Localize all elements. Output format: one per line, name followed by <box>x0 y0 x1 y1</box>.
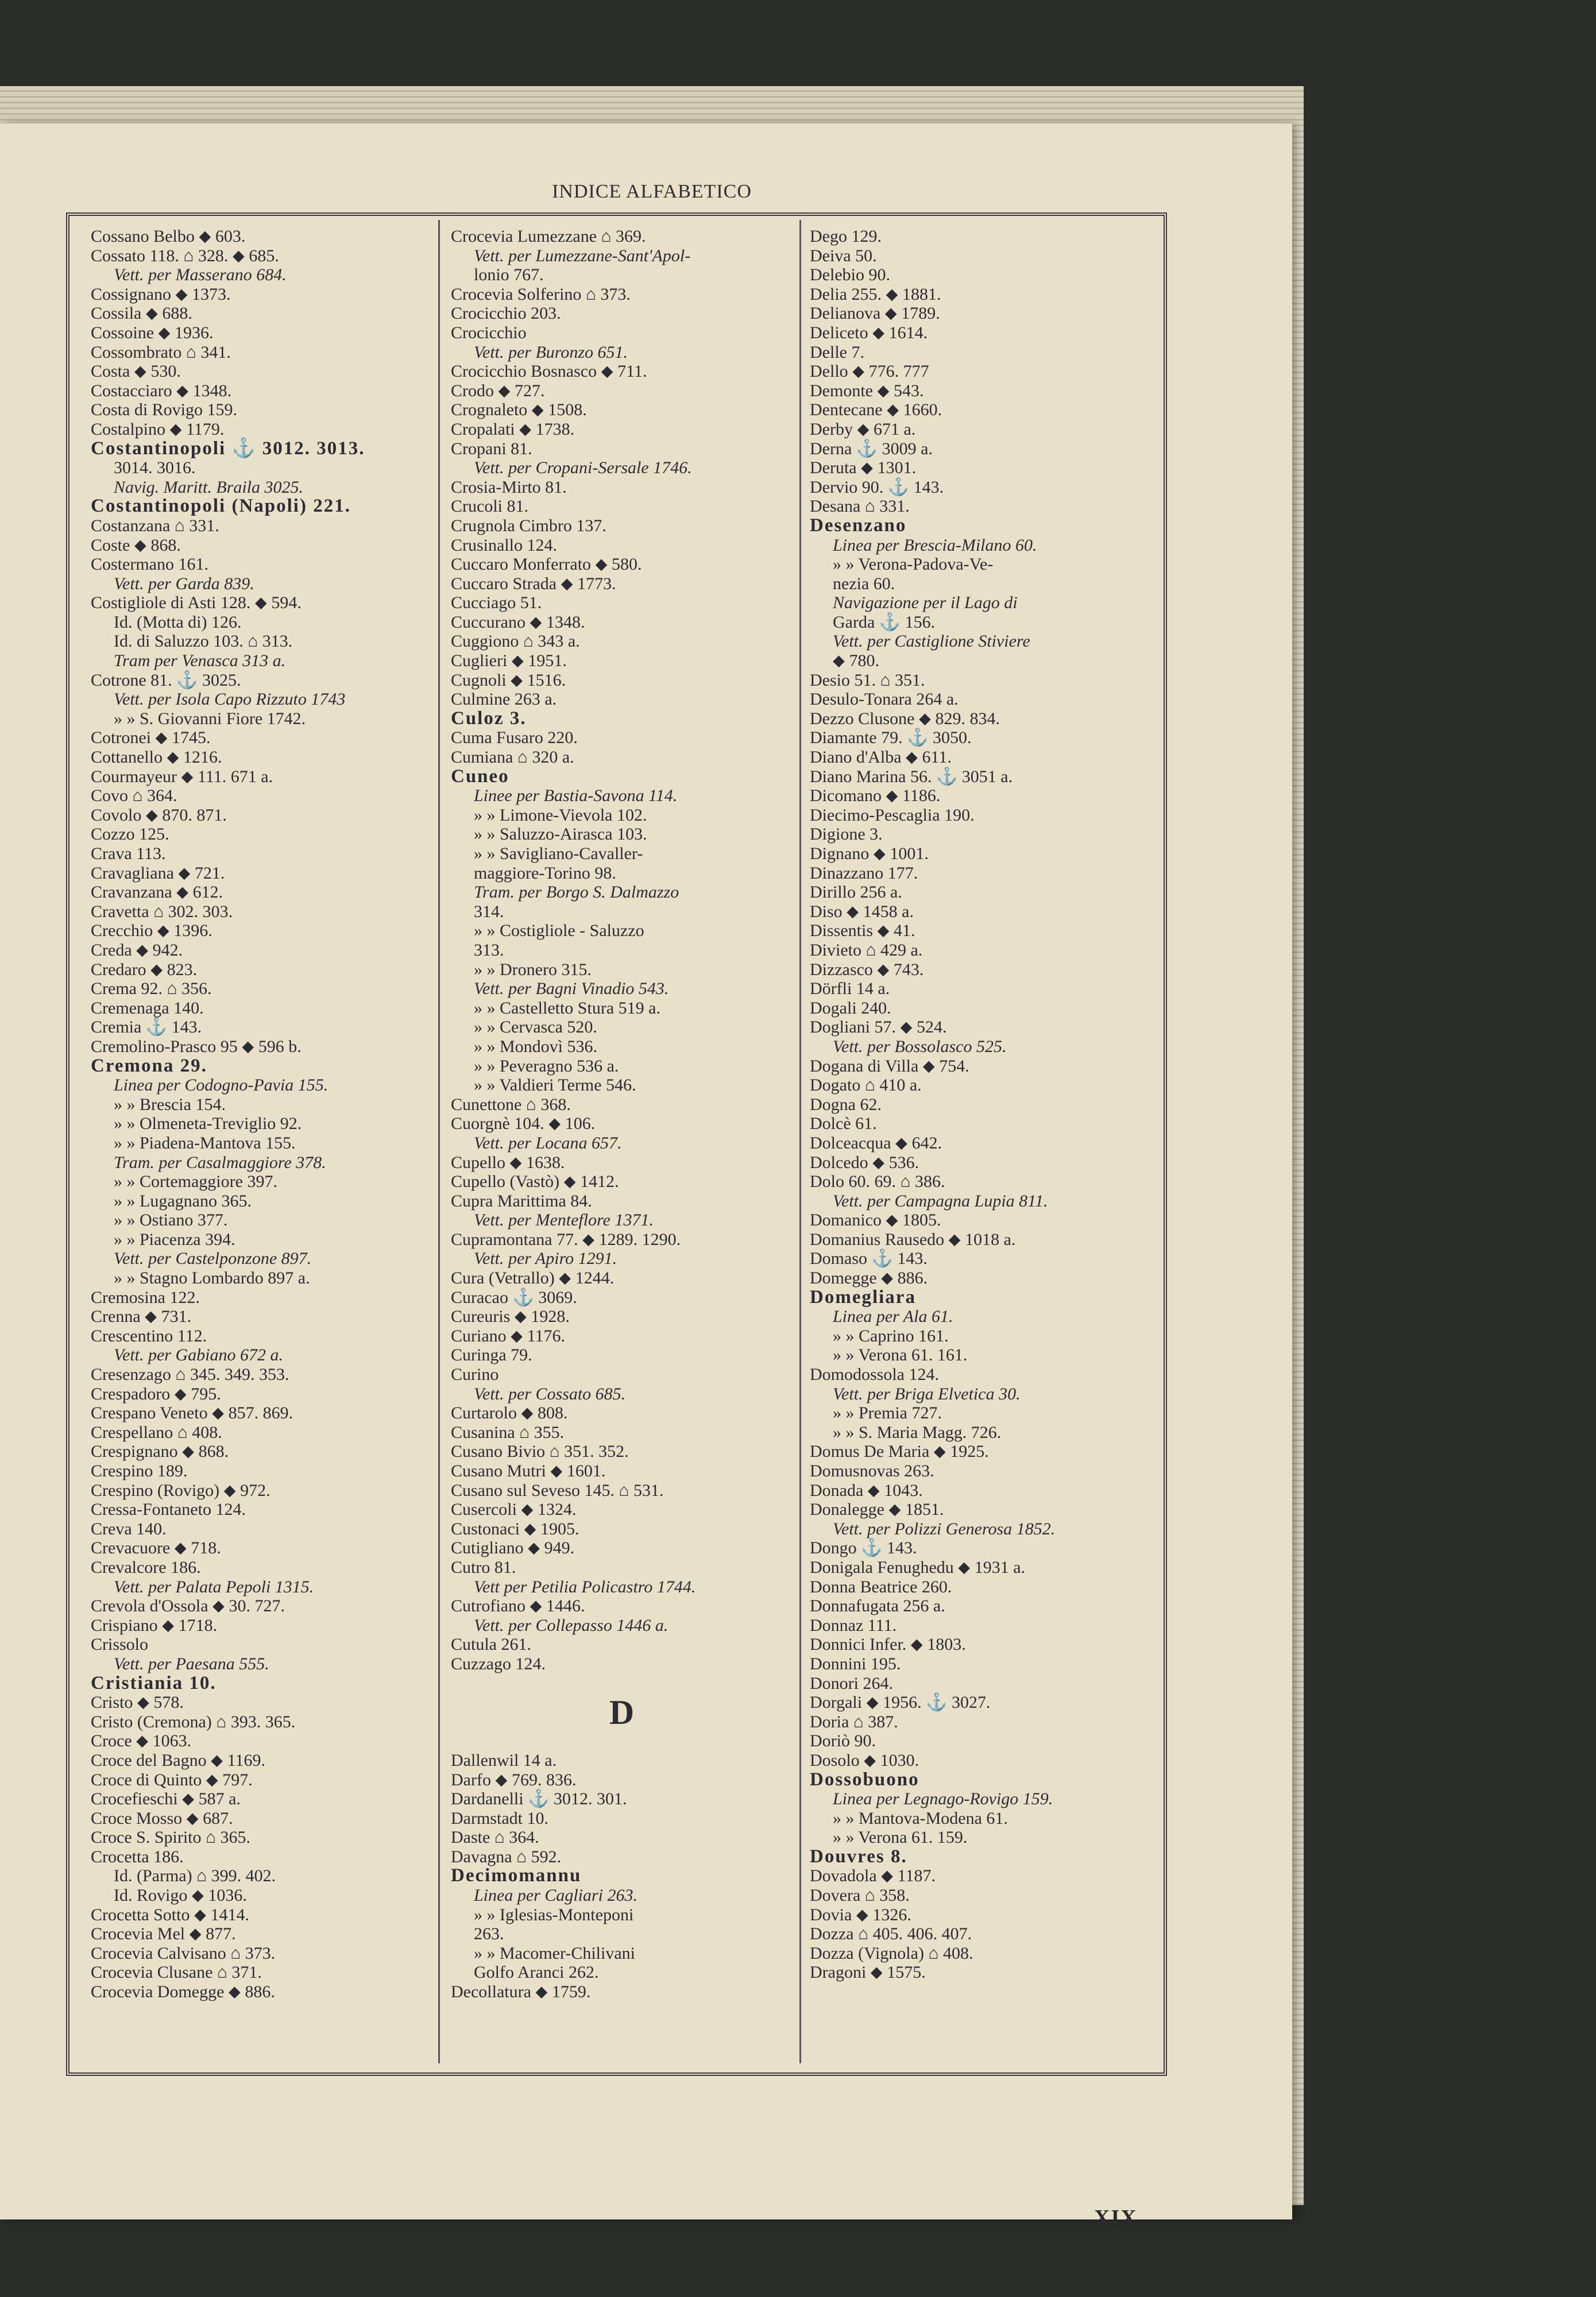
index-entry: Dogali 240. <box>810 998 891 1018</box>
index-entry: Digione 3. <box>810 825 883 844</box>
index-entry: Domegge ⬥ 886. <box>810 1269 928 1288</box>
index-entry: Dallenwil 14 a. <box>451 1750 557 1770</box>
index-entry: Vett. per Palata Pepoli 1315. <box>114 1577 314 1596</box>
index-entry: Cossato 118. ⌂ 328. ⬥ 685. <box>91 246 279 265</box>
index-entry: Cravetta ⌂ 302. 303. <box>91 902 233 921</box>
index-entry: Domaso ⚓ 143. <box>810 1249 928 1269</box>
index-entry: Cresenzago ⌂ 345. 349. 353. <box>91 1365 289 1385</box>
index-entry: Tram per Venasca 313 a. <box>114 651 286 671</box>
index-entry: Linea per Ala 61. <box>833 1307 953 1327</box>
index-entry: » » Lugagnano 365. <box>114 1191 252 1211</box>
index-entry: Vett per Petilia Policastro 1744. <box>474 1577 696 1596</box>
index-entry: Desenzano <box>810 515 907 536</box>
index-entry: Crespino 189. <box>91 1461 188 1480</box>
index-entry: Croce ⬥ 1063. <box>91 1731 192 1751</box>
index-entry: Linee per Bastia-Savona 114. <box>474 786 678 806</box>
index-entry: » » S. Giovanni Fiore 1742. <box>114 709 306 728</box>
index-entry: Curiano ⬥ 1176. <box>451 1326 566 1345</box>
index-entry: Covolo ⬥ 870. 871. <box>91 805 227 825</box>
index-entry: Donnici Infer. ⬥ 1803. <box>810 1635 966 1654</box>
index-entry: Crespadoro ⬥ 795. <box>91 1384 221 1403</box>
index-entry: Id. (Motta di) 126. <box>114 612 242 632</box>
index-entry: Costanzana ⌂ 331. <box>91 516 219 535</box>
index-entry: Derna ⚓ 3009 a. <box>810 439 933 458</box>
index-entry: Cossano Belbo ⬥ 603. <box>91 227 246 246</box>
index-entry: Domodossola 124. <box>810 1365 939 1385</box>
index-entry: Vett. per Isola Capo Rizzuto 1743 <box>114 690 346 709</box>
index-entry: Darmstadt 10. <box>451 1808 548 1828</box>
index-entry: Crava 113. <box>91 844 166 863</box>
index-entry: » » Brescia 154. <box>114 1095 226 1114</box>
index-entry: Diamante 79. ⚓ 3050. <box>810 728 972 748</box>
index-entry: Cupramontana 77. ⬥ 1289. 1290. <box>451 1229 681 1249</box>
index-entry: Crocevia Domegge ⬥ 886. <box>91 1982 275 2002</box>
index-entry: » » Stagno Lombardo 897 a. <box>114 1269 310 1288</box>
index-entry: Tram. per Borgo S. Dalmazzo <box>474 883 679 902</box>
index-entry: Derby ⬥ 671 a. <box>810 419 916 439</box>
index-entry: 314. <box>474 902 504 921</box>
index-entry: Costa di Rovigo 159. <box>91 400 238 420</box>
index-entry: Cuccaro Monferrato ⬥ 580. <box>451 555 642 574</box>
index-entry: Cupello ⬥ 1638. <box>451 1153 565 1172</box>
index-entry: » » Limone-Vievola 102. <box>474 805 647 825</box>
index-entry: Cupra Marittima 84. <box>451 1191 592 1211</box>
index-entry: Cozzo 125. <box>91 825 169 844</box>
index-entry: Covo ⌂ 364. <box>91 786 177 806</box>
index-entry: Cusano Mutri ⬥ 1601. <box>451 1461 606 1480</box>
index-entry: Dozza ⌂ 405. 406. 407. <box>810 1924 972 1944</box>
index-entry: Diso ⬥ 1458 a. <box>810 902 914 921</box>
index-entry: Dolcedo ⬥ 536. <box>810 1153 919 1172</box>
index-entry: Cremolino-Prasco 95 ⬥ 596 b. <box>91 1037 302 1056</box>
index-entry: Dovera ⌂ 358. <box>810 1886 910 1905</box>
index-entry: Cravagliana ⬥ 721. <box>91 863 225 883</box>
index-entry: Coste ⬥ 868. <box>91 535 181 555</box>
index-entry: Deliceto ⬥ 1614. <box>810 323 928 342</box>
index-entry: » » Cortemaggiore 397. <box>114 1172 277 1192</box>
index-entry: Dogato ⌂ 410 a. <box>810 1076 922 1095</box>
index-entry: Culmine 263 a. <box>451 690 557 709</box>
index-entry: Cravanzana ⬥ 612. <box>91 883 223 902</box>
index-entry: Cuneo <box>451 765 509 787</box>
index-entry: Donigala Fenughedu ⬥ 1931 a. <box>810 1557 1026 1577</box>
index-entry: Costantinopoli (Napoli) 221. <box>91 496 351 517</box>
index-entry: Vett. per Gabiano 672 a. <box>114 1345 283 1365</box>
index-entry: Dervio 90. ⚓ 143. <box>810 477 944 497</box>
index-entry: » » Mantova-Modena 61. <box>833 1808 1008 1828</box>
index-entry: Vett. per Masserano 684. <box>114 265 287 285</box>
index-entry: Dogana di Villa ⬥ 754. <box>810 1056 969 1076</box>
index-entry: Id. Rovigo ⬥ 1036. <box>114 1886 247 1905</box>
index-entry: Garda ⚓ 156. <box>833 612 936 632</box>
index-entry: Crognaleto ⬥ 1508. <box>451 400 587 420</box>
index-entry: » » Cervasca 520. <box>474 1018 597 1037</box>
index-entry: Cremona 29. <box>91 1055 207 1076</box>
column-rule <box>799 220 801 2063</box>
index-entry: Crocetta Sotto ⬥ 1414. <box>91 1905 249 1924</box>
page <box>0 123 1292 2230</box>
index-entry: Cumiana ⌂ 320 a. <box>451 748 574 767</box>
index-entry: Dello ⬥ 776. 777 <box>810 362 929 381</box>
index-entry: Dovadola ⬥ 1187. <box>810 1866 936 1886</box>
index-entry: Id. di Saluzzo 103. ⌂ 313. <box>114 632 293 651</box>
index-entry: Cutula 261. <box>451 1635 531 1654</box>
index-entry: Costalpino ⬥ 1179. <box>91 419 225 439</box>
index-entry: Dossobuono <box>810 1769 919 1790</box>
index-entry: Costigliole di Asti 128. ⬥ 594. <box>91 593 302 613</box>
index-entry: Vett. per Castelponzone 897. <box>114 1249 312 1269</box>
index-entry: Cuorgnè 104. ⬥ 106. <box>451 1114 596 1134</box>
index-entry: Cura (Vetrallo) ⬥ 1244. <box>451 1269 615 1288</box>
index-entry: Dicomano ⬥ 1186. <box>810 786 941 806</box>
index-entry: Vett. per Buronzo 651. <box>474 342 628 362</box>
index-entry: Costacciaro ⬥ 1348. <box>91 381 232 400</box>
index-entry: Domus De Maria ⬥ 1925. <box>810 1442 989 1461</box>
index-entry: Cutrofiano ⬥ 1446. <box>451 1596 585 1616</box>
index-entry: Crecchio ⬥ 1396. <box>91 921 212 941</box>
index-entry: Darfo ⬥ 769. 836. <box>451 1770 577 1789</box>
index-entry: Crespellano ⌂ 408. <box>91 1422 222 1442</box>
index-entry: Cusanina ⌂ 355. <box>451 1422 565 1442</box>
index-entry: Desana ⌂ 331. <box>810 497 910 516</box>
index-entry: Crespino (Rovigo) ⬥ 972. <box>91 1480 270 1500</box>
index-entry: Cutro 81. <box>451 1557 516 1577</box>
index-entry: Navig. Maritt. Braila 3025. <box>114 477 303 497</box>
index-entry: Demonte ⬥ 543. <box>810 381 924 400</box>
index-entry: Cupello (Vastò) ⬥ 1412. <box>451 1172 619 1192</box>
index-entry: Crenna ⬥ 731. <box>91 1307 192 1327</box>
index-entry: » » Verona-Padova-Ve- <box>833 555 994 574</box>
index-entry: lonio 767. <box>474 265 544 285</box>
index-entry: Dirillo 256 a. <box>810 883 902 902</box>
index-entry: Dardanelli ⚓ 3012. 301. <box>451 1789 627 1809</box>
index-entry: » » Piadena-Mantova 155. <box>114 1133 296 1153</box>
index-entry: » » S. Maria Magg. 726. <box>833 1422 1002 1442</box>
index-entry: » » Peveragno 536 a. <box>474 1056 619 1076</box>
index-entry: Vett. per Apiro 1291. <box>474 1249 617 1269</box>
index-entry: » » Saluzzo-Airasca 103. <box>474 825 647 844</box>
index-entry: Cunettone ⌂ 368. <box>451 1095 571 1114</box>
index-entry: » » Ostiano 377. <box>114 1211 228 1230</box>
index-entry: Cuglieri ⬥ 1951. <box>451 651 567 671</box>
index-entry: Delebio 90. <box>810 265 890 285</box>
index-entry: Dovia ⬥ 1326. <box>810 1905 911 1924</box>
index-entry: » » Caprino 161. <box>833 1326 949 1345</box>
index-entry: Domanico ⬥ 1805. <box>810 1211 941 1230</box>
index-entry: Cremenaga 140. <box>91 998 204 1018</box>
index-entry: Cropalati ⬥ 1738. <box>451 419 575 439</box>
index-entry: Croce del Bagno ⬥ 1169. <box>91 1750 265 1770</box>
index-entry: Costantinopoli ⚓ 3012. 3013. <box>91 438 365 459</box>
index-entry: Cossila ⬥ 688. <box>91 304 192 323</box>
index-entry: Crusinallo 124. <box>451 535 557 555</box>
index-entry: Davagna ⌂ 592. <box>451 1847 562 1866</box>
index-entry: Daste ⌂ 364. <box>451 1828 539 1847</box>
index-entry: Cugnoli ⬥ 1516. <box>451 670 566 690</box>
index-entry: Dolcè 61. <box>810 1114 877 1134</box>
index-entry: Vett. per Menteflore 1371. <box>474 1211 654 1230</box>
index-entry: Cremia ⚓ 143. <box>91 1018 202 1037</box>
index-entry: Dizzasco ⬥ 743. <box>810 960 924 979</box>
index-entry: Crugnola Cimbro 137. <box>451 516 606 535</box>
index-entry: Dinazzano 177. <box>810 863 918 883</box>
index-entry: Crosia-Mirto 81. <box>451 477 567 497</box>
index-entry: Desio 51. ⌂ 351. <box>810 670 925 690</box>
index-entry: Costa ⬥ 530. <box>91 362 181 381</box>
index-entry: Custonaci ⬥ 1905. <box>451 1519 579 1538</box>
index-entry: Cuzzago 124. <box>451 1654 546 1673</box>
index-entry: Douvres 8. <box>810 1846 907 1867</box>
index-entry: Donalegge ⬥ 1851. <box>810 1500 944 1519</box>
index-entry: Dragoni ⬥ 1575. <box>810 1963 926 1982</box>
index-entry: Cucciago 51. <box>451 593 542 613</box>
index-entry: ⬥ 780. <box>833 651 879 671</box>
index-entry: Deruta ⬥ 1301. <box>810 458 917 478</box>
index-entry: Vett. per Lumezzane-Sant'Apol- <box>474 246 691 265</box>
index-entry: Crocicchio Bosnasco ⬥ 711. <box>451 362 647 381</box>
index-entry: Doriò 90. <box>810 1731 876 1751</box>
index-column-1 <box>91 227 435 2002</box>
index-entry: Doria ⌂ 387. <box>810 1712 898 1731</box>
index-entry: Dolceacqua ⬥ 642. <box>810 1133 942 1153</box>
index-entry: Donada ⬥ 1043. <box>810 1480 923 1500</box>
index-entry: » » Castelletto Stura 519 a. <box>474 998 660 1018</box>
index-entry: Cossoine ⬥ 1936. <box>91 323 214 342</box>
index-entry: Domegliara <box>810 1286 916 1308</box>
index-entry: Vett. per Bossolasco 525. <box>833 1037 1007 1056</box>
index-entry: Vett. per Paesana 555. <box>114 1654 269 1673</box>
index-entry: Costermano 161. <box>91 555 208 574</box>
index-entry: Crodo ⬥ 727. <box>451 381 545 400</box>
index-entry: Curinga 79. <box>451 1345 532 1365</box>
index-entry: Crocevia Solferino ⌂ 373. <box>451 284 631 304</box>
index-entry: Croce Mosso ⬥ 687. <box>91 1808 233 1828</box>
index-entry: Donna Beatrice 260. <box>810 1577 952 1596</box>
index-entry: Crucoli 81. <box>451 497 528 516</box>
index-entry: Linea per Codogno-Pavia 155. <box>114 1076 329 1095</box>
index-entry: Vett. per Briga Elvetica 30. <box>833 1384 1021 1403</box>
index-entry: Linea per Cagliari 263. <box>474 1886 638 1905</box>
index-entry: Crema 92. ⌂ 356. <box>91 979 212 999</box>
index-column-3 <box>810 227 1150 1982</box>
index-entry: » » Mondovì 536. <box>474 1037 598 1056</box>
index-entry: Cristo ⬥ 578. <box>91 1693 184 1712</box>
index-entry: » » Verona 61. 159. <box>833 1828 968 1847</box>
index-entry: Tram. per Casalmaggiore 378. <box>114 1153 326 1172</box>
index-entry: Dentecane ⬥ 1660. <box>810 400 942 420</box>
index-entry: Cottanello ⬥ 1216. <box>91 748 222 767</box>
index-entry: Culoz 3. <box>451 707 527 729</box>
index-entry: Cusano Bivio ⌂ 351. 352. <box>451 1442 629 1461</box>
index-entry: Dissentis ⬥ 41. <box>810 921 915 941</box>
index-entry: 3014. 3016. <box>114 458 196 478</box>
index-entry: Crespano Veneto ⬥ 857. 869. <box>91 1403 293 1423</box>
column-rule <box>438 220 440 2063</box>
index-entry: Vett. per Cropani-Sersale 1746. <box>474 458 692 478</box>
index-entry: Crocevia Calvisano ⌂ 373. <box>91 1943 276 1963</box>
index-entry: » » Macomer-Chilivani <box>474 1943 636 1963</box>
index-entry: Delianova ⬥ 1789. <box>810 304 940 323</box>
index-entry: Crocefieschi ⬥ 587 a. <box>91 1789 241 1809</box>
index-entry: Courmayeur ⬥ 111. 671 a. <box>91 767 273 786</box>
index-entry: Cuccurano ⬥ 1348. <box>451 612 585 632</box>
index-entry: Vett. per Garda 839. <box>114 574 254 593</box>
index-entry: Cureuris ⬥ 1928. <box>451 1307 570 1327</box>
index-entry: Dolo 60. 69. ⌂ 386. <box>810 1172 945 1192</box>
index-entry: Credaro ⬥ 823. <box>91 960 198 979</box>
index-entry: Cusano sul Seveso 145. ⌂ 531. <box>451 1480 664 1500</box>
index-entry: Id. (Parma) ⌂ 399. 402. <box>114 1866 276 1886</box>
index-entry: Dezzo Clusone ⬥ 829. 834. <box>810 709 1000 728</box>
index-entry: Cossignano ⬥ 1373. <box>91 284 231 304</box>
index-entry: Crocicchio 203. <box>451 304 561 323</box>
index-entry: Deiva 50. <box>810 246 877 265</box>
index-entry: 313. <box>474 940 504 960</box>
index-entry: Donnafugata 256 a. <box>810 1596 945 1616</box>
index-entry: Cuccaro Strada ⬥ 1773. <box>451 574 616 593</box>
index-entry: Diecimo-Pescaglia 190. <box>810 805 975 825</box>
index-entry: Domusnovas 263. <box>810 1461 934 1480</box>
index-entry: Cusercoli ⬥ 1324. <box>451 1500 577 1519</box>
index-entry: Golfo Aranci 262. <box>474 1963 599 1982</box>
index-entry: Curtarolo ⬥ 808. <box>451 1403 568 1423</box>
index-entry: Dorgali ⬥ 1956. ⚓ 3027. <box>810 1693 991 1712</box>
index-entry: 263. <box>474 1924 504 1944</box>
index-entry: Vett. per Castiglione Stiviere <box>833 632 1030 651</box>
index-entry: Crocevia Lumezzane ⌂ 369. <box>451 227 646 246</box>
index-entry: Decollatura ⬥ 1759. <box>451 1982 591 2002</box>
index-entry: Divieto ⌂ 429 a. <box>810 940 923 960</box>
index-entry: Crespignano ⬥ 868. <box>91 1442 229 1461</box>
index-entry: Dego 129. <box>810 227 882 246</box>
index-entry: Vett. per Polizzi Generosa 1852. <box>833 1519 1056 1538</box>
index-entry: Crispiano ⬥ 1718. <box>91 1615 218 1635</box>
index-entry: Crevalcore 186. <box>91 1557 201 1577</box>
index-entry: » » Costigliole - Saluzzo <box>474 921 644 941</box>
index-entry: Dongo ⚓ 143. <box>810 1538 917 1558</box>
index-entry: Cuma Fusaro 220. <box>451 728 578 748</box>
index-entry: Donnini 195. <box>810 1654 901 1673</box>
index-entry: Crocicchio <box>451 323 527 342</box>
index-entry: Delle 7. <box>810 342 864 362</box>
index-entry: » » Dronero 315. <box>474 960 592 979</box>
index-entry: Vett. per Locana 657. <box>474 1133 622 1153</box>
index-entry: » » Verona 61. 161. <box>833 1345 968 1365</box>
index-entry: Cuggiono ⌂ 343 a. <box>451 632 580 651</box>
index-entry: Delia 255. ⬥ 1881. <box>810 284 941 304</box>
index-column-2 <box>451 227 793 2002</box>
index-entry: Crissolo <box>91 1635 149 1654</box>
index-entry: Cotrone 81. ⚓ 3025. <box>91 670 241 690</box>
index-entry: Dörfli 14 a. <box>810 979 890 999</box>
index-entry: » » Iglesias-Monteponi <box>474 1905 634 1924</box>
index-entry: Vett. per Campagna Lupia 811. <box>833 1191 1048 1211</box>
index-entry: » » Valdieri Terme 546. <box>474 1076 636 1095</box>
index-entry: Navigazione per il Lago di <box>833 593 1018 613</box>
index-entry: Desulo-Tonara 264 a. <box>810 690 959 709</box>
index-entry: maggiore-Torino 98. <box>474 863 616 883</box>
index-entry: » » Olmeneta-Treviglio 92. <box>114 1114 302 1134</box>
index-entry: Decimomannu <box>451 1865 582 1886</box>
index-entry: Vett. per Cossato 685. <box>474 1384 626 1403</box>
index-entry: » » Savigliano-Cavaller- <box>474 844 643 863</box>
index-entry: Diano d'Alba ⬥ 611. <box>810 748 952 767</box>
index-entry: D <box>609 1693 635 1731</box>
index-entry: Dozza (Vignola) ⌂ 408. <box>810 1943 973 1963</box>
index-entry: Crocetta 186. <box>91 1847 184 1866</box>
index-entry: nezia 60. <box>833 574 895 593</box>
index-entry: Curacao ⚓ 3069. <box>451 1287 577 1307</box>
page-number: XIX <box>1094 2206 1138 2230</box>
index-entry: » » Piacenza 394. <box>114 1229 235 1249</box>
index-entry: Creda ⬥ 942. <box>91 940 183 960</box>
index-entry: Cutigliano ⬥ 949. <box>451 1538 575 1558</box>
index-entry: Crescentino 112. <box>91 1326 207 1345</box>
index-entry: Crocevia Mel ⬥ 877. <box>91 1924 236 1944</box>
index-entry: Donnaz 111. <box>810 1615 897 1635</box>
index-entry: Cristo (Cremona) ⌂ 393. 365. <box>91 1712 296 1731</box>
index-entry: Cristiania 10. <box>91 1672 217 1693</box>
index-entry: Donori 264. <box>810 1673 893 1693</box>
index-entry: Diano Marina 56. ⚓ 3051 a. <box>810 767 1013 786</box>
index-entry: Dignano ⬥ 1001. <box>810 844 929 863</box>
index-entry: Cressa-Fontaneto 124. <box>91 1500 246 1519</box>
index-entry: Linea per Legnago-Rovigo 159. <box>833 1789 1053 1809</box>
index-entry: Crocevia Clusane ⌂ 371. <box>91 1963 262 1982</box>
index-entry: Linea per Brescia-Milano 60. <box>833 535 1037 555</box>
index-entry: Curino <box>451 1365 499 1385</box>
index-entry: Dosolo ⬥ 1030. <box>810 1750 919 1770</box>
index-entry: » » Premia 727. <box>833 1403 942 1423</box>
index-entry: Domanius Rausedo ⬥ 1018 a. <box>810 1229 1016 1249</box>
index-entry: Vett. per Collepasso 1446 a. <box>474 1615 668 1635</box>
index-entry: Crevola d'Ossola ⬥ 30. 727. <box>91 1596 285 1616</box>
index-entry: Cropani 81. <box>451 439 532 458</box>
index-entry: Cremosina 122. <box>91 1287 200 1307</box>
index-entry: Cotronei ⬥ 1745. <box>91 728 211 748</box>
index-entry: Dogliani 57. ⬥ 524. <box>810 1018 947 1037</box>
index-entry: Croce S. Spirito ⌂ 365. <box>91 1828 250 1847</box>
index-entry: Dogna 62. <box>810 1095 882 1114</box>
index-entry: Cossombrato ⌂ 341. <box>91 342 231 362</box>
index-entry: Vett. per Bagni Vinadio 543. <box>474 979 669 999</box>
index-entry: Creva 140. <box>91 1519 167 1538</box>
running-head: INDICE ALFABETICO <box>552 181 752 202</box>
index-entry: Crevacuore ⬥ 718. <box>91 1538 221 1558</box>
index-entry: Croce di Quinto ⬥ 797. <box>91 1770 253 1789</box>
